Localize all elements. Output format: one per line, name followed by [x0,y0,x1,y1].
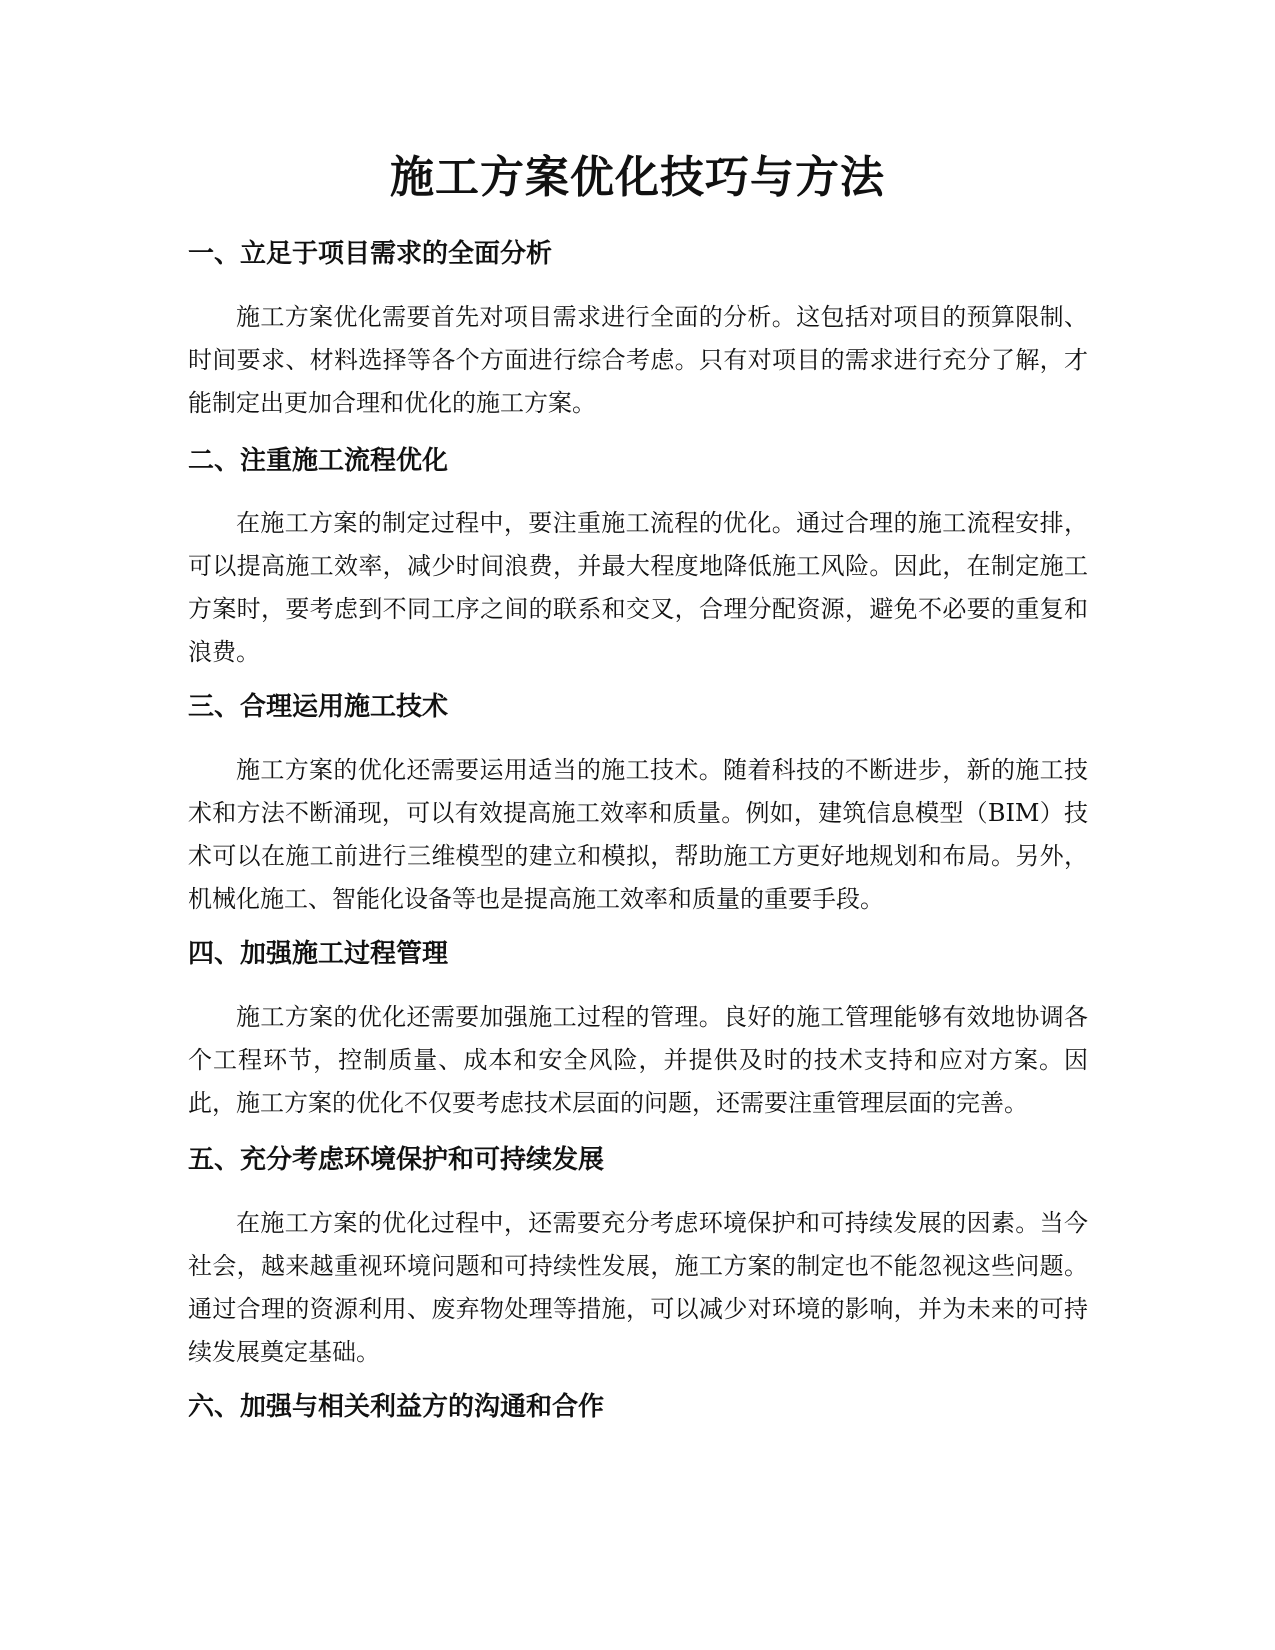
section-heading-3: 三、合理运用施工技术 [188,692,449,722]
section-heading-6: 六、加强与相关利益方的沟通和合作 [188,1392,605,1422]
section-body-2: 在施工方案的制定过程中，要注重施工流程的优化。通过合理的施工流程安排，可以提高施工效率，减少时间浪费，并最大程度地降低施工风险。因此，在制定施工方案时，要考虑到不同工序之间的联系和交叉，合理分配资源，避免不必要的重复和浪费。 [188,509,1088,666]
section-heading-2: 二、注重施工流程优化 [188,446,449,476]
section-body-5: 在施工方案的优化过程中，还需要充分考虑环境保护和可持续发展的因素。当今社会，越来越重视环境问题和可持续性发展，施工方案的制定也不能忽视这些问题。通过合理的资源利用、废弃物处理等措施，可以减少对环境的影响，并为未来的可持续发展奠定基础。 [188,1209,1088,1366]
section-heading-5: 五、充分考虑环境保护和可持续发展 [188,1145,605,1175]
section-body-3: 施工方案的优化还需要运用适当的施工技术。随着科技的不断进步，新的施工技术和方法不断涌现，可以有效提高施工效率和质量。例如，建筑信息模型（BIM）技术可以在施工前进行三维模型的建立和模拟，帮助施工方更好地规划和布局。另外，机械化施工、智能化设备等也是提高施工效率和质量的重要手段。 [188,756,1088,913]
document-title: 施工方案优化技巧与方法 [390,152,885,203]
section-body-4: 施工方案的优化还需要加强施工过程的管理。良好的施工管理能够有效地协调各个工程环节，控制质量、成本和安全风险，并提供及时的技术支持和应对方案。因此，施工方案的优化不仅要考虑技术层面的问题，还需要注重管理层面的完善。 [188,1003,1088,1117]
section-heading-4: 四、加强施工过程管理 [188,939,449,969]
section-heading-1: 一、立足于项目需求的全面分析 [188,239,553,269]
section-body-1: 施工方案优化需要首先对项目需求进行全面的分析。这包括对项目的预算限制、时间要求、材料选择等各个方面进行综合考虑。只有对项目的需求进行充分了解，才能制定出更加合理和优化的施工方案。 [188,303,1088,417]
